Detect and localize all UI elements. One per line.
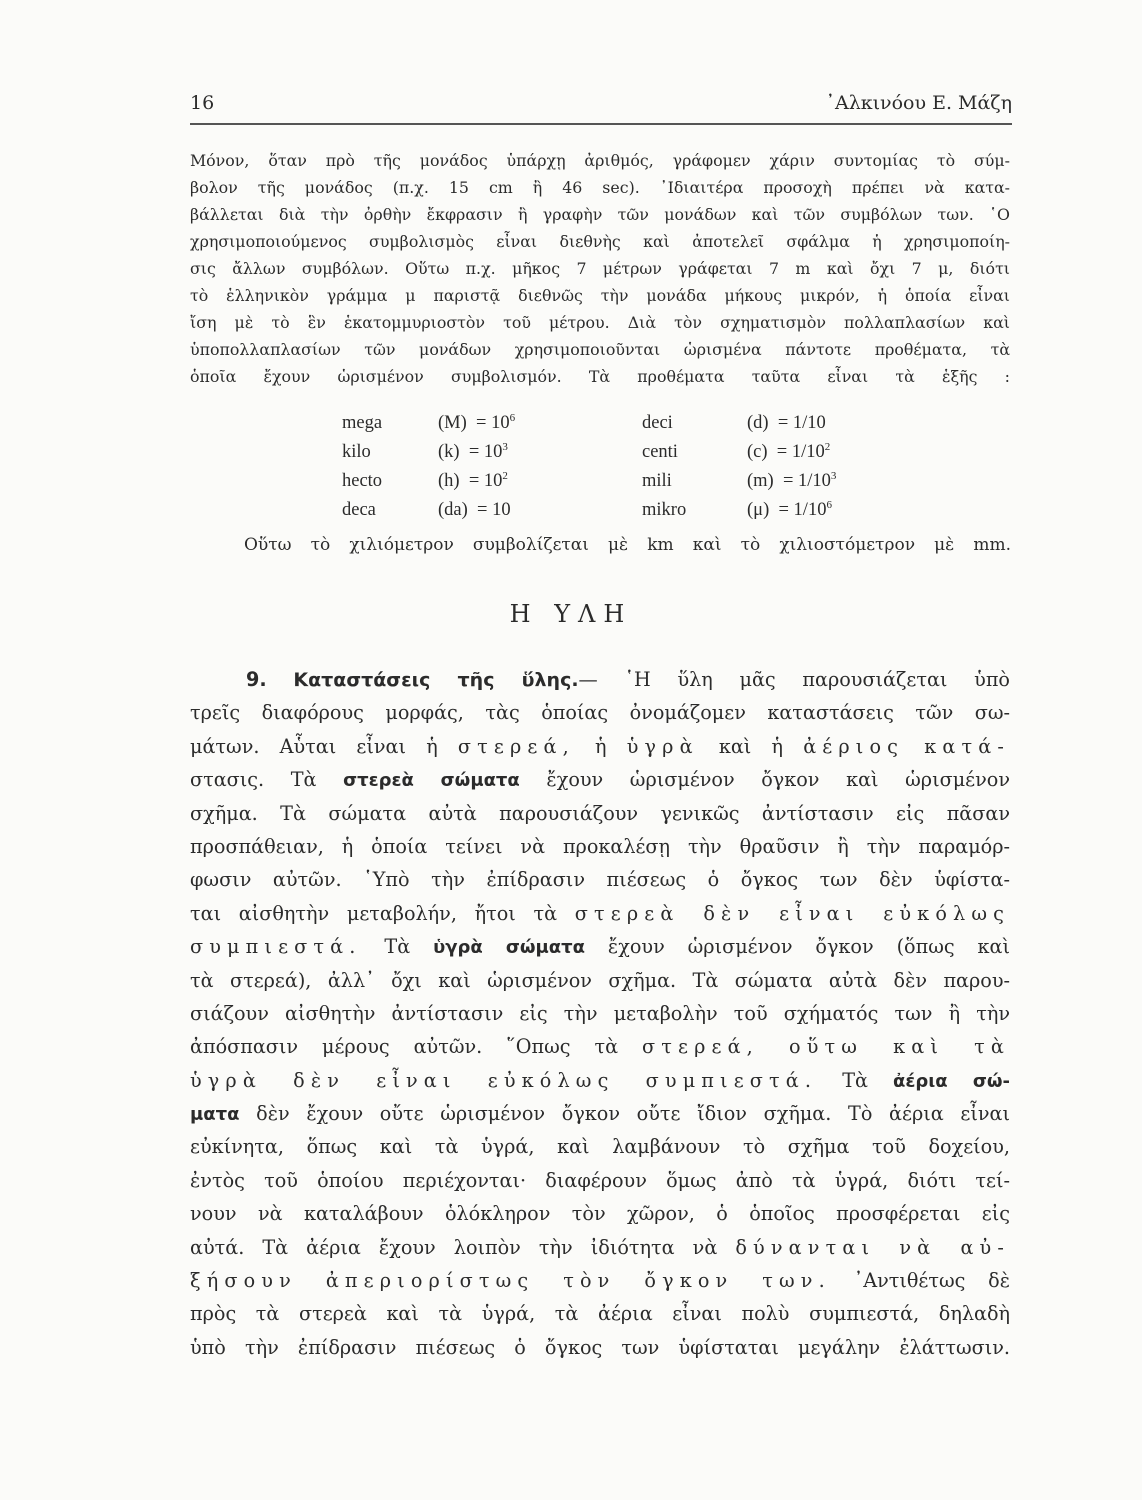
prefix-value [747,413,826,434]
text-run: ἡ [574,734,627,758]
spaced-term: ἀέριος [803,734,905,758]
text-line: εὐκίνητα, ὅπως καὶ τὰ ὑγρά, καὶ λαμβάνουν τὸ σχῆμα τοῦ δοχείου, [190,1135,1010,1159]
prefix-row [342,471,862,500]
bold-term: στερεὰ σώματα [343,770,520,792]
prefix-exponent: 2 [502,470,508,482]
text-line: σχῆμα. Τὰ σώματα αὐτὰ παρουσιάζουν γενικῶς ἀντίστασιν εἰς πᾶσαν [190,801,1010,825]
running-head: ᾿Αλκινόου Ε. Μάζη [825,92,1012,114]
text-run: Τὰ [361,935,434,959]
text-run: στασις. Τὰ [190,768,344,792]
prefix-base: = 10 [468,471,503,491]
prefix-name: deca [342,500,376,520]
prefix-value [438,442,508,463]
prefix-base: = 1/10 [778,500,827,520]
text-line: φωσιν αὐτῶν. ῾Υπὸ τὴν ἐπίδρασιν πιέσεως ὁ ὄγκος των δὲν ὑφίστα- [190,868,1010,892]
spaced-term: ὑγρὰ δὲν εἶναι εὐκόλως συμπιεστά. [190,1068,818,1092]
prefix-symbol: (m) [747,471,774,491]
text-line: ἐντὸς τοῦ ὁποίου περιέχονται· διαφέρουν ὅμως ἀπὸ τὰ ὑγρά, διότι τεί- [190,1168,1010,1192]
text-line [190,1231,1010,1264]
section-title: Η ΥΛΗ [509,600,633,628]
prefix-name: mikro [642,500,687,520]
prefix-base: = 10 [476,413,510,433]
text-line: σιάζουν αἰσθητὴν ἀντίστασιν εἰς τὴν μεταβολὴν τοῦ σχήματός των ἢ τὴν [190,1001,1010,1025]
text-line: ὑπὸ τὴν ἐπίδρασιν πιέσεως ὁ ὄγκος των ὑφίσταται μεγάλην ἐλάττωσιν. [190,1335,1010,1359]
text-line: βολον τῆς μονάδος (π.χ. 15 cm ἢ 46 sec). ᾿Ιδιαιτέρα προσοχὴ πρέπει νὰ κατα- [190,178,1010,197]
text-run: ῾Η ὕλη μᾶς παρουσιάζεται ὑπὸ [597,668,1010,691]
prefix-exponent: 6 [826,499,832,511]
prefix-name: deci [642,413,673,433]
text-line: σις ἄλλων συμβόλων. Οὕτω π.χ. μῆκος 7 μέτρων γράφεται 7 m καὶ ὄχι 7 μ, διότι [190,259,1010,278]
prefix-value [438,500,511,521]
prefix-base: = 10 [468,442,503,462]
text-line: νουν νὰ καταλάβουν ὁλόκληρον τὸν χῶρον, ὁ ὁποῖος προσφέρεται εἰς [190,1202,1010,1226]
text-line: χρησιμοποιούμενος συμβολισμὸς εἶναι διεθνὴς καὶ ἀποτελεῖ σφάλμα ἡ χρησιμοποίη- [190,232,1010,251]
spaced-term: συμπιεστά. [190,935,362,959]
spaced-term: στερεά, οὕτω καὶ τὰ [641,1035,1010,1059]
text-line [190,663,1010,696]
text-line [190,897,1010,930]
prefix-row [342,500,862,529]
prefix-symbol: (M) [438,413,467,433]
text-line: ἴση μὲ τὸ ἓν ἑκατομμυριοστὸν τοῦ μέτρου. Διὰ τὸν σχηματισμὸν πολλαπλασίων καὶ [190,313,1010,332]
text-line [190,1097,1010,1130]
text-line [190,730,1010,763]
text-line: ὑποπολλαπλασίων τῶν μονάδων χρησιμοποιοῦνται ὡρισμένα πάντοτε προθέματα, τὰ [190,340,1010,359]
abbreviation-note: Οὕτω τὸ χιλιόμετρον συμβολίζεται μὲ km καὶ τὸ χιλιοστόμετρον μὲ mm. [244,535,1011,555]
text-run: ἀπόσπασιν μέρους αὐτῶν. ῞Οπως τὰ [190,1035,642,1059]
spaced-term: δύνανται νὰ αὐ- [735,1235,1010,1259]
spaced-term: ξήσουν ἀπεριορίστως τὸν ὄγκον των. [190,1269,831,1293]
prefix-name: mili [642,471,672,491]
spaced-term: ὑγρὰ [626,734,699,758]
prefix-symbol: (d) [747,413,769,433]
prefix-base: = 1/10 [782,471,831,491]
prefix-exponent: 6 [509,412,516,424]
heading-dash: — [578,668,598,691]
prefix-exponent: 2 [824,441,831,453]
page-header [190,92,1012,122]
prefix-base: = 10 [477,500,511,520]
text-line: βάλλεται διὰ τὴν ὀρθὴν ἔκφρασιν ἢ γραφὴν τῶν μονάδων καὶ τῶν συμβόλων των. ῾Ο [190,205,1010,224]
matter-states-paragraph [190,663,1010,1364]
paragraph-number: 9. [246,668,267,691]
prefix-value [438,413,515,434]
prefix-name: centi [642,442,678,462]
text-run: καὶ ἡ [698,734,804,758]
header-rule [190,123,1012,125]
prefix-symbol: (da) [438,500,468,520]
prefix-value [747,500,832,521]
prefix-name: mega [342,413,383,433]
paragraph-heading: Καταστάσεις τῆς ὕλης. [293,669,579,691]
prefix-base: = 1/10 [777,413,826,433]
text-run: Τὰ [817,1068,893,1092]
prefix-row [342,442,862,471]
prefix-symbol: (h) [438,471,460,491]
prefix-base: = 1/10 [776,442,825,462]
spaced-term: στερεὰ δὲν εἶναι εὐκόλως [574,901,1010,925]
bold-term: ματα [190,1104,240,1126]
text-line: πρὸς τὰ στερεὰ καὶ τὰ ὑγρά, τὰ ἀέρια εἶναι πολὺ συμπιεστά, δηλαδὴ [190,1302,1010,1326]
prefix-name: hecto [342,471,383,491]
prefix-exponent: 3 [502,441,508,453]
prefix-table [342,413,862,529]
prefix-value [438,471,508,492]
text-line: ὁποῖα ἔχουν ὡρισμένον συμβολισμόν. Τὰ προθέματα ταῦτα εἶναι τὰ ἑξῆς : [190,367,1010,386]
text-line [190,763,1010,796]
text-run: ἔχουν ὡρισμένον ὄγκον (ὅπως καὶ [585,935,1010,959]
text-run: μάτων. Αὗται εἶναι ἡ [190,734,458,758]
prefix-name: kilo [342,442,371,462]
text-run: ται αἰσθητὴν μεταβολήν, ἤτοι τὰ [190,901,575,925]
text-run: αὐτά. Τὰ ἀέρια ἔχουν λοιπὸν τὴν ἰδιότητα νὰ [190,1235,736,1259]
prefix-value [747,471,836,492]
prefix-symbol: (μ) [747,500,770,520]
text-line [190,930,1010,963]
text-line: τὸ ἑλληνικὸν γράμμα μ παριστᾷ διεθνῶς τὴν μονάδα μήκους μικρόν, ἡ ὁποία εἶναι [190,286,1010,305]
text-line [190,1264,1010,1297]
text-line: Μόνον, ὅταν πρὸ τῆς μονάδος ὑπάρχῃ ἀριθμός, γράφομεν χάριν συντομίας τὸ σύμ- [190,151,1010,170]
text-run: ᾿Αντιθέτως δὲ [830,1269,1010,1293]
bold-term: ὑγρὰ σώματα [433,937,586,959]
text-line [190,1064,1010,1097]
bold-term: ἀέρια σώ- [893,1070,1010,1092]
text-run: ἔχουν ὡρισμένον ὄγκον καὶ ὡρισμένον [519,768,1010,792]
text-line [190,1030,1010,1063]
prefix-value [747,442,830,463]
prefix-row [342,413,862,442]
page-number: 16 [190,92,215,114]
spaced-term: στερεά, [457,734,575,758]
spaced-term: κατά- [924,734,1010,758]
prefix-symbol: (k) [438,442,460,462]
text-line: προσπάθειαν, ἡ ὁποία τείνει νὰ προκαλέσῃ τὴν θραῦσιν ἢ τὴν παραμόρ- [190,834,1010,858]
prefix-exponent: 3 [830,470,837,482]
units-paragraph [190,147,1010,390]
text-line: τὰ στερεά), ἀλλ᾿ ὄχι καὶ ὡρισμένον σχῆμα. Τὰ σώματα αὐτὰ δὲν παρου- [190,968,1010,992]
prefix-symbol: (c) [747,442,768,462]
text-run: δὲν ἔχουν οὔτε ὡρισμένον ὄγκον οὔτε ἴδιον σχῆμα. Τὸ ἀέρια εἶναι [239,1102,1010,1126]
text-line: τρεῖς διαφόρους μορφάς, τὰς ὁποίας ὀνομάζομεν καταστάσεις τῶν σω- [190,701,1010,725]
